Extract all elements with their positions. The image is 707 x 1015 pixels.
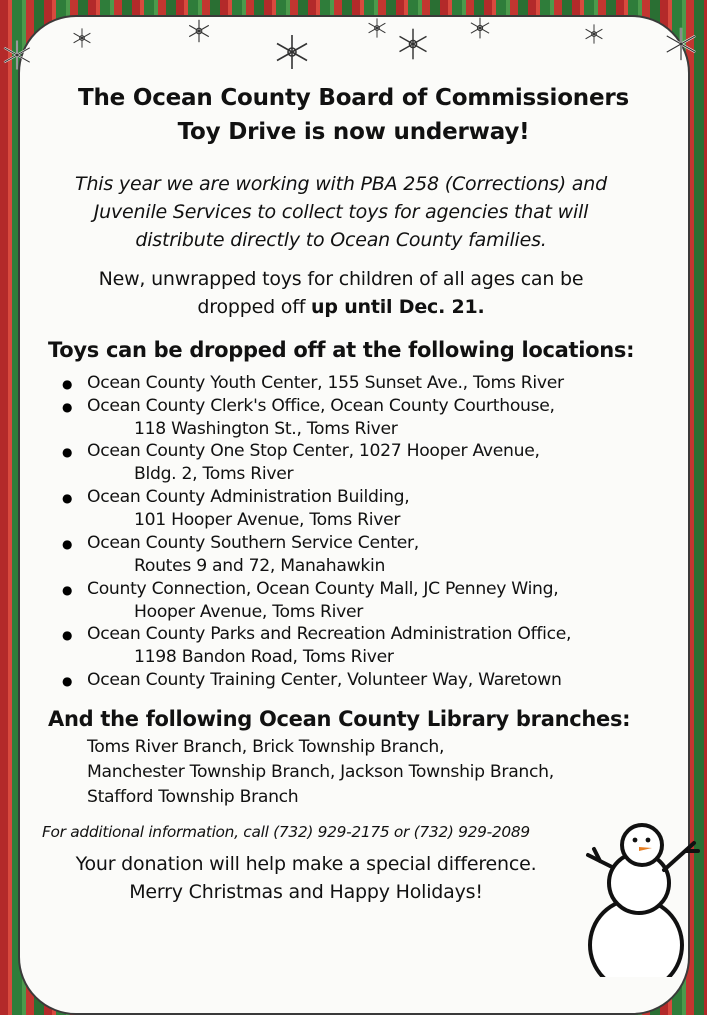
location-item: Ocean County Administration Building,: [87, 487, 410, 507]
snowflake-icon: [365, 15, 389, 41]
bullet-icon: ●: [62, 628, 73, 642]
location-item: Ocean County Clerk's Office, Ocean County Courthouse,: [87, 396, 555, 416]
dropoff-deadline: up until Dec. 21.: [311, 296, 485, 318]
dropoff-line-2: [0, 296, 682, 318]
closing-line-2: Merry Christmas and Happy Holidays!: [129, 881, 483, 903]
location-item: County Connection, Ocean County Mall, JC Penney Wing,: [87, 579, 559, 599]
location-item-cont: 118 Washington St., Toms River: [134, 419, 398, 439]
intro-line-3: distribute directly to Ocean County families.: [135, 229, 547, 251]
bullet-icon: ●: [62, 674, 73, 688]
library-branches-line-2: Manchester Township Branch, Jackson Township Branch,: [87, 762, 554, 782]
location-item-cont: Bldg. 2, Toms River: [134, 464, 294, 484]
locations-heading: Toys can be dropped off at the following locations:: [48, 338, 635, 362]
intro-line-1: This year we are working with PBA 258 (Corrections) and: [75, 173, 607, 195]
location-item-cont: 101 Hooper Avenue, Toms River: [134, 510, 401, 530]
snowflake-icon: [272, 30, 312, 74]
snowflake-icon: [467, 15, 493, 41]
title-line-1: The Ocean County Board of Commissioners: [77, 85, 630, 111]
library-branches-line-1: Toms River Branch, Brick Township Branch,: [87, 737, 445, 757]
bullet-icon: ●: [62, 583, 73, 597]
location-item: Ocean County Southern Service Center,: [87, 533, 419, 553]
dropoff-text: dropped off: [197, 296, 312, 318]
bullet-icon: ●: [62, 537, 73, 551]
snowflake-icon: [662, 22, 700, 66]
dropoff-line-1: New, unwrapped toys for children of all ages can be: [98, 268, 584, 290]
snowflake-icon: [70, 26, 94, 50]
library-branches-line-3: Stafford Township Branch: [87, 787, 299, 807]
snowflake-icon: [395, 25, 431, 63]
location-item: Ocean County Training Center, Volunteer Way, Waretown: [87, 670, 562, 690]
location-item-cont: 1198 Bandon Road, Toms River: [134, 647, 394, 667]
snowflake-icon: [0, 35, 34, 75]
bullet-icon: ●: [62, 400, 73, 414]
location-item: Ocean County Youth Center, 155 Sunset Ave., Toms River: [87, 373, 564, 393]
snowflake-icon: [582, 22, 606, 46]
contact-info: For additional information, call (732) 929-2175 or (732) 929-2089: [42, 823, 530, 841]
bullet-icon: ●: [62, 377, 73, 391]
intro-line-2: Juvenile Services to collect toys for agencies that will: [93, 201, 589, 223]
snowflake-icon: [185, 17, 213, 45]
location-item: Ocean County One Stop Center, 1027 Hooper Avenue,: [87, 441, 540, 461]
location-item-cont: Hooper Avenue, Toms River: [134, 602, 364, 622]
bullet-icon: ●: [62, 445, 73, 459]
title-line-2: Toy Drive is now underway!: [177, 119, 530, 145]
bullet-icon: ●: [62, 491, 73, 505]
closing-line-1: Your donation will help make a special difference.: [75, 853, 537, 875]
location-item: Ocean County Parks and Recreation Administration Office,: [87, 624, 572, 644]
location-item-cont: Routes 9 and 72, Manahawkin: [134, 556, 386, 576]
snowman-icon: [582, 815, 707, 981]
library-heading: And the following Ocean County Library branches:: [48, 707, 631, 731]
